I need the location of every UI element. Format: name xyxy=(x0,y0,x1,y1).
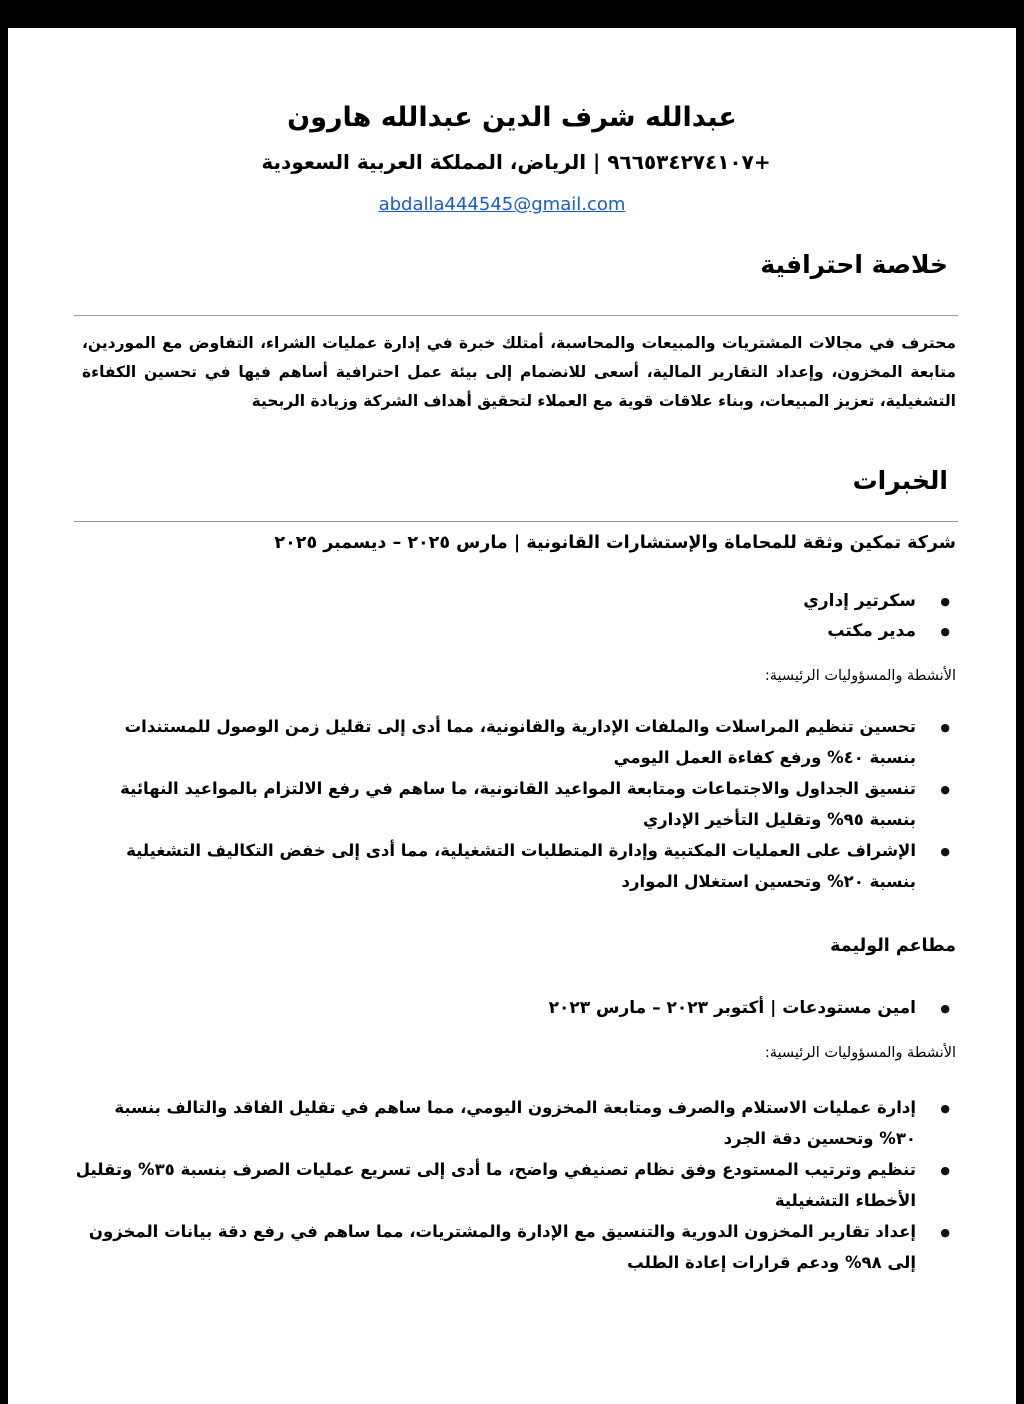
email-line xyxy=(8,194,1016,215)
list-item: ● تحسين تنظيم المراسلات والملفات الإدارية والقانونية، مما أدى إلى تقليل زمن الوصول للمستندات بنسبة ٤٠% ورفع كفاءة العمل اليومي xyxy=(74,711,916,773)
job-2-responsibilities-label: الأنشطة والمسؤوليات الرئيسية: xyxy=(764,1045,956,1061)
job-2-roles xyxy=(74,993,916,1023)
email-link[interactable]: abdalla444545@gmail.com xyxy=(378,194,626,215)
resume xyxy=(8,28,1016,1404)
candidate-name: عبدالله شرف الدين عبدالله هارون xyxy=(287,102,737,133)
experience-divider xyxy=(74,521,958,522)
list-item: ● تنظيم وترتيب المستودع وفق نظام تصنيفي واضح، ما أدى إلى تسريع عمليات الصرف بنسبة ٣٥% وتقليل الأخطاء التشغيلية xyxy=(74,1154,916,1216)
list-item: ● مدير مكتب xyxy=(74,616,916,646)
summary-title: خلاصة احترافية xyxy=(760,250,948,279)
job-1-responsibilities xyxy=(74,711,916,897)
job-1-responsibilities-label: الأنشطة والمسؤوليات الرئيسية: xyxy=(764,668,956,684)
summary-divider xyxy=(74,315,958,316)
document-page xyxy=(8,28,1016,1404)
list-item: ● سكرتير إداري xyxy=(74,586,916,616)
contact-line: +٩٦٦٥٣٤٢٧٤١٠٧ | الرياض، المملكة العربية السعودية xyxy=(261,150,771,174)
job-2-responsibilities xyxy=(74,1092,916,1278)
list-item: ● إدارة عمليات الاستلام والصرف ومتابعة المخزون اليومي، مما ساهم في تقليل الفاقد والتالف بنسبة ٣٠% وتحسين دقة الجرد xyxy=(74,1092,916,1154)
list-item: ● الإشراف على العمليات المكتبية وإدارة المتطلبات التشغيلية، مما أدى إلى خفض التكاليف التشغيلية بنسبة ٢٠% وتحسين استغلال الموارد xyxy=(74,835,916,897)
job-2-employer: مطاعم الوليمة xyxy=(830,936,956,956)
job-1-employer: شركة تمكين وثقة للمحاماة والإستشارات القانونية | مارس ٢٠٢٥ – ديسمبر ٢٠٢٥ xyxy=(274,533,956,553)
summary-text: محترف في مجالات المشتريات والمبيعات والمحاسبة، أمتلك خبرة في إدارة عمليات الشراء، التفاوض مع الموردين، متابعة المخزون، وإعداد التقارير المالية، أسعى للانضمام إلى بيئة عمل احترافية أساهم فيها في تحسين الكفاءة التشغيلية، تعزيز المبيعات، وبناء علاقات قوية مع العملاء لتحقيق أهداف الشركة وزيادة الربحية xyxy=(82,334,956,410)
list-item: ● تنسيق الجداول والاجتماعات ومتابعة المواعيد القانونية، ما ساهم في رفع الالتزام بالمواعيد النهائية بنسبة ٩٥% وتقليل التأخير الإداري xyxy=(74,773,916,835)
experience-title: الخبرات xyxy=(852,466,948,495)
list-item: ● امين مستودعات | أكتوبر ٢٠٢٣ – مارس ٢٠٢٣ xyxy=(74,993,916,1023)
list-item: ● إعداد تقارير المخزون الدورية والتنسيق مع الإدارة والمشتريات، مما ساهم في رفع دقة بيانات المخزون إلى ٩٨% ودعم قرارات إعادة الطلب xyxy=(74,1216,916,1278)
job-1-roles xyxy=(74,586,916,646)
